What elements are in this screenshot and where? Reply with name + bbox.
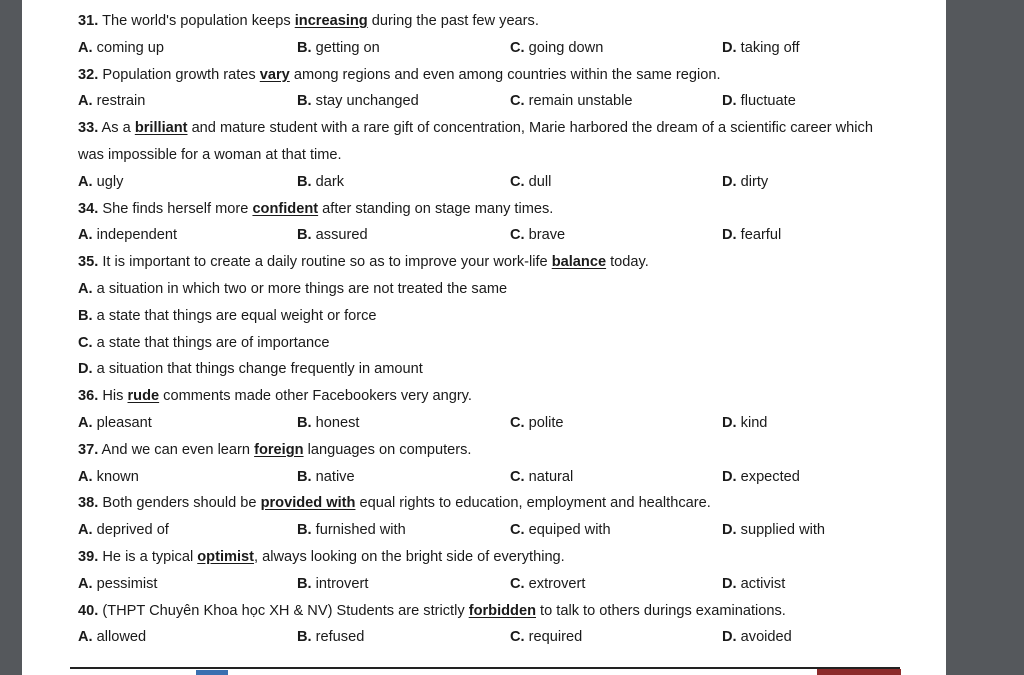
option-a bbox=[78, 464, 139, 491]
option-text: coming up bbox=[96, 39, 164, 56]
question-39 bbox=[78, 544, 928, 571]
option-c bbox=[510, 624, 582, 651]
option-text: deprived of bbox=[96, 522, 169, 539]
option-letter: A. bbox=[78, 39, 93, 56]
question-number: 40. bbox=[78, 602, 99, 619]
question-number: 33. bbox=[78, 120, 99, 137]
options-row bbox=[78, 410, 928, 437]
option-letter: C. bbox=[510, 173, 525, 190]
footer-red-mark bbox=[817, 669, 901, 675]
option-b bbox=[297, 35, 380, 62]
option-text: dull bbox=[528, 173, 552, 190]
question-text: during the past few years. bbox=[367, 13, 539, 29]
option-letter: D. bbox=[722, 575, 737, 592]
option-text: natural bbox=[528, 468, 574, 485]
option-text: expected bbox=[740, 468, 800, 485]
underlined-keyword: increasing bbox=[294, 13, 368, 29]
option-text: a situation that things change frequently in amount bbox=[96, 361, 423, 378]
option-a bbox=[78, 222, 177, 249]
option-c bbox=[510, 517, 611, 544]
question-text: As a bbox=[101, 120, 135, 137]
option-text: dark bbox=[315, 173, 345, 190]
question-32 bbox=[78, 62, 928, 89]
option-text: taking off bbox=[740, 39, 800, 56]
option-c bbox=[510, 88, 633, 115]
question-33 bbox=[78, 115, 898, 169]
option-d bbox=[722, 410, 767, 437]
underlined-keyword: rude bbox=[127, 388, 160, 405]
option-c bbox=[78, 330, 928, 357]
footer-blue-mark bbox=[196, 670, 228, 675]
option-text: ugly bbox=[96, 173, 124, 190]
option-text: pessimist bbox=[96, 575, 158, 592]
option-letter: C. bbox=[510, 227, 525, 244]
option-text: remain unstable bbox=[528, 93, 633, 110]
option-b bbox=[297, 517, 406, 544]
question-number: 36. bbox=[78, 388, 99, 405]
option-text: going down bbox=[528, 39, 604, 56]
option-d bbox=[722, 222, 781, 249]
option-letter: A. bbox=[78, 280, 93, 297]
option-text: refused bbox=[315, 629, 365, 646]
option-letter: B. bbox=[297, 575, 312, 592]
underlined-keyword: provided with bbox=[260, 495, 356, 512]
option-a bbox=[78, 169, 123, 196]
option-letter: D. bbox=[722, 522, 737, 539]
option-letter: D. bbox=[722, 468, 737, 485]
question-text: Both genders should be bbox=[102, 495, 261, 512]
option-text: kind bbox=[740, 414, 768, 431]
option-a bbox=[78, 571, 157, 598]
underlined-keyword: vary bbox=[259, 66, 290, 83]
option-letter: A. bbox=[78, 414, 93, 431]
option-text: introvert bbox=[315, 575, 369, 592]
viewer-background-right bbox=[946, 0, 1024, 675]
option-letter: B. bbox=[297, 629, 312, 646]
underlined-keyword: balance bbox=[551, 254, 607, 271]
options-row bbox=[78, 464, 928, 491]
question-31 bbox=[78, 8, 928, 35]
option-text: honest bbox=[315, 414, 360, 431]
question-text: The world's population keeps bbox=[102, 13, 295, 29]
option-text: fluctuate bbox=[740, 93, 796, 110]
option-d bbox=[722, 624, 792, 651]
option-letter: B. bbox=[297, 173, 312, 190]
option-c bbox=[510, 571, 585, 598]
option-text: assured bbox=[315, 227, 368, 244]
question-text: Population growth rates bbox=[102, 66, 260, 83]
option-letter: B. bbox=[297, 227, 312, 244]
options-row bbox=[78, 35, 928, 62]
question-number: 31. bbox=[78, 13, 99, 29]
option-b bbox=[78, 303, 928, 330]
question-list bbox=[78, 8, 928, 651]
option-a bbox=[78, 410, 152, 437]
option-text: independent bbox=[96, 227, 178, 244]
underlined-keyword: forbidden bbox=[468, 602, 536, 619]
option-b bbox=[297, 464, 355, 491]
option-letter: D. bbox=[722, 173, 737, 190]
option-a bbox=[78, 624, 146, 651]
question-36 bbox=[78, 383, 928, 410]
question-text: , always looking on the bright side of everything. bbox=[254, 548, 565, 565]
option-letter: B. bbox=[78, 307, 93, 324]
option-letter: B. bbox=[297, 414, 312, 431]
question-text: comments made other Facebookers very angry. bbox=[159, 388, 472, 405]
option-letter: A. bbox=[78, 173, 93, 190]
option-text: restrain bbox=[96, 93, 146, 110]
option-text: avoided bbox=[740, 629, 792, 646]
option-d bbox=[722, 88, 796, 115]
option-text: a state that things are of importance bbox=[96, 334, 330, 351]
option-c bbox=[510, 410, 564, 437]
option-text: pleasant bbox=[96, 414, 152, 431]
question-37 bbox=[78, 437, 928, 464]
question-text: (THPT Chuyên Khoa học XH & NV) Students are strictly bbox=[102, 602, 469, 619]
option-letter: C. bbox=[510, 522, 525, 539]
underlined-keyword: confident bbox=[252, 200, 319, 217]
option-letter: C. bbox=[510, 629, 525, 646]
option-c bbox=[510, 222, 565, 249]
option-b bbox=[297, 410, 359, 437]
options-row bbox=[78, 88, 928, 115]
option-letter: B. bbox=[297, 522, 312, 539]
option-letter: C. bbox=[510, 93, 525, 110]
option-c bbox=[510, 169, 551, 196]
option-a bbox=[78, 88, 145, 115]
question-text: and mature student with a rare gift of concentration, Marie harbored the dream of a scientific career which was impossible for a woman at that time. bbox=[78, 120, 873, 163]
option-text: polite bbox=[528, 414, 564, 431]
option-text: known bbox=[96, 468, 139, 485]
option-letter: C. bbox=[78, 334, 93, 351]
question-number: 39. bbox=[78, 548, 99, 565]
option-text: furnished with bbox=[315, 522, 406, 539]
option-b bbox=[297, 624, 364, 651]
option-c bbox=[510, 464, 573, 491]
option-text: stay unchanged bbox=[315, 93, 419, 110]
options-row bbox=[78, 517, 928, 544]
question-text: It is important to create a daily routine so as to improve your work-life bbox=[102, 254, 552, 271]
option-letter: B. bbox=[297, 468, 312, 485]
option-letter: A. bbox=[78, 629, 93, 646]
option-a bbox=[78, 517, 169, 544]
option-letter: D. bbox=[722, 629, 737, 646]
option-letter: A. bbox=[78, 575, 93, 592]
option-b bbox=[297, 222, 368, 249]
option-letter: D. bbox=[722, 39, 737, 56]
option-letter: A. bbox=[78, 468, 93, 485]
footer-rule bbox=[70, 667, 900, 669]
option-text: a situation in which two or more things are not treated the same bbox=[96, 280, 508, 297]
question-text: He is a typical bbox=[102, 548, 198, 565]
option-text: a state that things are equal weight or force bbox=[96, 307, 377, 324]
option-letter: A. bbox=[78, 93, 93, 110]
option-d bbox=[722, 517, 825, 544]
option-text: fearful bbox=[740, 227, 782, 244]
option-text: extrovert bbox=[528, 575, 586, 592]
option-letter: C. bbox=[510, 575, 525, 592]
question-40 bbox=[78, 598, 928, 625]
question-number: 35. bbox=[78, 254, 99, 271]
option-text: required bbox=[528, 629, 583, 646]
option-text: supplied with bbox=[740, 522, 826, 539]
option-d bbox=[722, 169, 768, 196]
options-row bbox=[78, 571, 928, 598]
option-letter: B. bbox=[297, 39, 312, 56]
question-number: 38. bbox=[78, 495, 99, 512]
question-text: after standing on stage many times. bbox=[318, 200, 554, 217]
question-number: 37. bbox=[78, 441, 99, 458]
option-letter: D. bbox=[78, 361, 93, 378]
option-letter: C. bbox=[510, 468, 525, 485]
option-d bbox=[722, 35, 800, 62]
options-row bbox=[78, 222, 928, 249]
option-d bbox=[722, 464, 800, 491]
option-c bbox=[510, 35, 603, 62]
option-text: brave bbox=[528, 227, 566, 244]
option-letter: B. bbox=[297, 93, 312, 110]
underlined-keyword: foreign bbox=[254, 441, 304, 458]
question-number: 32. bbox=[78, 66, 99, 83]
question-38 bbox=[78, 490, 928, 517]
option-letter: C. bbox=[510, 414, 525, 431]
question-text: She finds herself more bbox=[102, 200, 253, 217]
option-b bbox=[297, 571, 368, 598]
option-letter: A. bbox=[78, 227, 93, 244]
option-letter: D. bbox=[722, 227, 737, 244]
document-page bbox=[22, 0, 946, 675]
option-letter: D. bbox=[722, 93, 737, 110]
question-text: to talk to others durings examinations. bbox=[536, 602, 786, 619]
option-text: native bbox=[315, 468, 355, 485]
question-number: 34. bbox=[78, 200, 99, 217]
option-a bbox=[78, 276, 928, 303]
option-d bbox=[78, 356, 928, 383]
option-text: getting on bbox=[315, 39, 380, 56]
option-letter: C. bbox=[510, 39, 525, 56]
option-b bbox=[297, 169, 344, 196]
option-letter: A. bbox=[78, 522, 93, 539]
option-text: activist bbox=[740, 575, 786, 592]
options-row bbox=[78, 624, 928, 651]
options-row bbox=[78, 169, 928, 196]
question-text: languages on computers. bbox=[303, 441, 472, 458]
option-letter: D. bbox=[722, 414, 737, 431]
option-d bbox=[722, 571, 785, 598]
question-text: And we can even learn bbox=[101, 441, 255, 458]
option-a bbox=[78, 35, 164, 62]
underlined-keyword: optimist bbox=[197, 548, 255, 565]
question-34 bbox=[78, 196, 928, 223]
option-text: equiped with bbox=[528, 522, 611, 539]
question-text: today. bbox=[606, 254, 649, 271]
option-b bbox=[297, 88, 419, 115]
underlined-keyword: brilliant bbox=[134, 120, 188, 137]
question-text: equal rights to education, employment and healthcare. bbox=[355, 495, 711, 512]
option-text: dirty bbox=[740, 173, 769, 190]
question-text: among regions and even among countries within the same region. bbox=[289, 66, 721, 83]
question-text: His bbox=[102, 388, 128, 405]
option-text: allowed bbox=[96, 629, 147, 646]
question-35 bbox=[78, 249, 928, 276]
viewer-background-left bbox=[0, 0, 22, 675]
